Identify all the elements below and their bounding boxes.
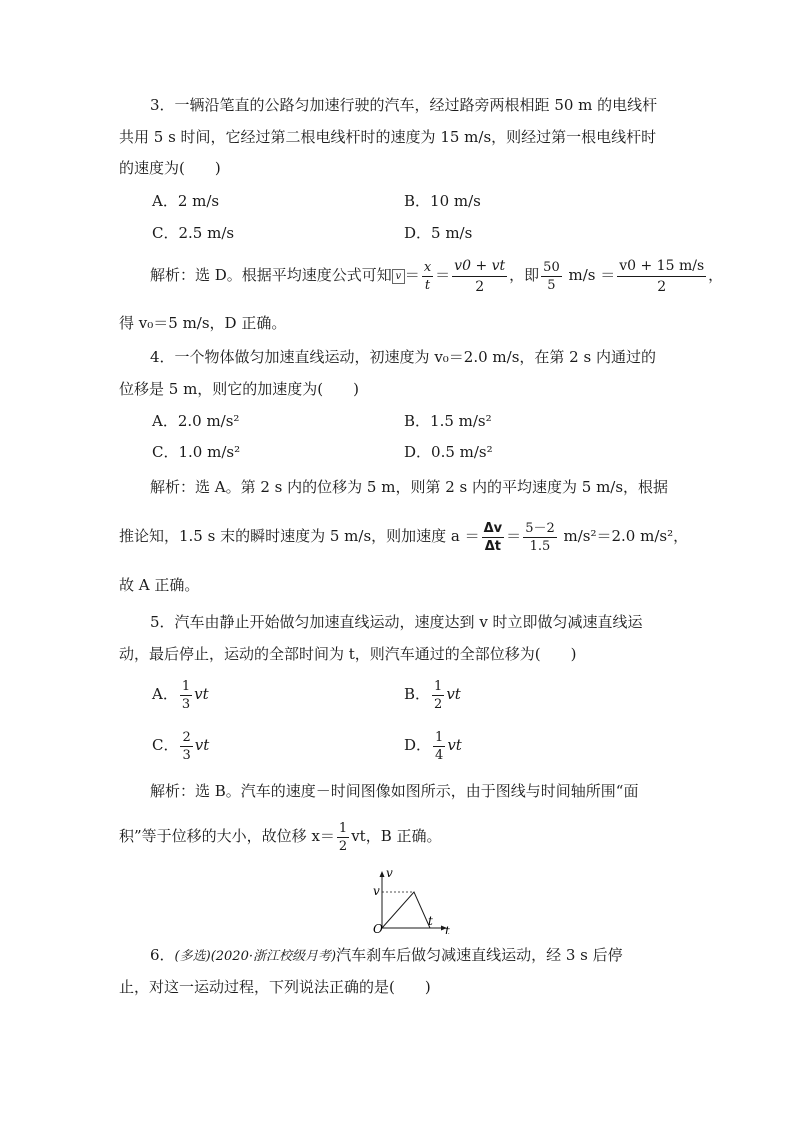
q5-option-d-tail: vt [447,736,462,754]
q4-solution-line-3: 故 A 正确。 [119,576,200,594]
q3-solution-fraction-x-t [422,259,433,294]
q5-velocity-time-graph [364,868,454,934]
q5-option-a [152,676,209,713]
graph-origin: O [373,922,383,934]
q5-option-b-label: B． [404,685,431,703]
q3-frac2-num: v0 + vt [452,256,507,277]
q5-solution-fraction [337,820,349,855]
q3-option-a: A．2 m/s [152,192,220,210]
q4-solution-line-1: 解析：选 A。第 2 s 内的位移为 5 m，则第 2 s 内的平均速度为 5 m/s，根据 [150,478,669,496]
q3-solution-fraction-50-5 [541,259,562,294]
q3-solution-vbar-box: v [392,269,405,284]
q5-option-c-tail: vt [194,736,210,754]
q5-solution-suffix: vt，B 正确。 [351,827,442,845]
q4-solution-suffix: m/s²＝2.0 m/s²， [558,527,689,545]
q3-frac2-den: 2 [475,278,485,295]
q5-option-c-label: C． [152,736,179,754]
q5-option-c-fraction [180,729,192,764]
q3-frac1-num: x [423,259,432,275]
q5-option-c-den: 3 [182,747,191,763]
graph-x-label: t [445,924,450,934]
q5-option-d [404,727,462,764]
q3-option-d: D．5 m/s [404,224,473,242]
q6-number: 6． [150,946,175,964]
q3-solution-eq1: ＝ [404,266,420,284]
q5-option-b [404,676,461,713]
q4-solution-eq: ＝ [506,527,522,545]
q6-line-2: 止，对这一运动过程，下列说法正确的是( ) [119,978,431,996]
q4-option-c: C．1.0 m/s² [152,443,241,461]
q4-solution-fraction-dv-dt [482,520,505,555]
q5-option-d-fraction [433,729,445,764]
q4-line-2: 位移是 5 m，则它的加速度为( ) [119,380,360,398]
q3-frac4-den: 2 [657,278,667,295]
q5-option-b-tail: vt [446,685,461,703]
q5-line-2: 动，最后停止，运动的全部时间为 t，则汽车通过的全部位移为( ) [119,645,577,663]
q3-line-1: 3．一辆沿笔直的公路匀加速行驶的汽车，经过路旁两根相距 50 m 的电线杆 [150,96,658,114]
q4-frac2-den: 1.5 [529,538,551,554]
q4-line-1: 4．一个物体做匀加速直线运动，初速度为 v₀＝2.0 m/s，在第 2 s 内通过的 [150,348,656,366]
q5-option-a-num: 1 [181,678,191,694]
q3-solution-unit: m/s ＝ [563,266,616,284]
q3-solution-end: ， [708,266,724,284]
q4-frac1-num: Δv [483,520,503,536]
q5-solution-frac-den: 2 [338,838,348,854]
q5-option-c-num: 2 [182,729,191,745]
q3-solution-mid: ，即 [509,266,540,284]
q5-option-a-den: 3 [181,696,191,712]
graph-y-axis-arrow [380,871,385,877]
q5-option-b-fraction [432,678,444,713]
q6-line-1-rest: 汽车刹车后做匀减速直线运动，经 3 s 后停 [336,946,623,964]
q5-line-1: 5．汽车由静止开始做匀加速直线运动，速度达到 v 时立即做匀减速直线运 [150,613,643,631]
q3-solution-fraction-v0-15 [617,256,706,297]
q4-option-a: A．2.0 m/s² [152,412,240,430]
q4-solution-fraction-5-2 [523,520,557,555]
q4-option-d: D．0.5 m/s² [404,443,493,461]
q5-option-c [152,727,209,764]
graph-v-tick: v [373,884,380,898]
q4-frac2-num: 5－2 [525,520,555,536]
q5-option-d-num: 1 [435,729,444,745]
q3-solution-eq2: ＝ [435,266,451,284]
q5-option-a-tail: vt [194,685,209,703]
graph-y-label: v [386,868,393,880]
q3-frac3-num: 50 [543,259,560,275]
q3-option-c: C．2.5 m/s [152,224,235,242]
q5-option-b-num: 1 [434,678,443,694]
q5-solution-prefix: 积”等于位移的大小，故位移 x＝ [119,827,335,845]
q5-option-a-fraction [180,678,192,713]
q5-solution-line-2 [119,817,441,855]
q3-option-b: B．10 m/s [404,192,481,210]
q3-line-2: 共用 5 s 时间，它经过第二根电线杆时的速度为 15 m/s，则经过第一根电线杆时 [119,128,657,146]
q3-solution-fraction-avg [452,256,507,297]
graph-t-tick: t [428,914,433,928]
graph-velocity-line [382,892,430,928]
q4-solution-prefix: 推论知，1.5 s 末的瞬时速度为 5 m/s，则加速度 a ＝ [119,527,480,545]
q5-option-d-den: 4 [435,747,444,763]
q5-option-a-label: A． [152,685,178,703]
q3-frac4-num: v0 + 15 m/s [617,256,706,277]
q5-solution-line-1: 解析：选 B。汽车的速度－时间图像如图所示，由于图线与时间轴所围“面 [150,782,639,800]
q3-frac1-den: t [424,277,431,293]
q3-solution-prefix: 解析：选 D。根据平均速度公式可知 [150,266,392,284]
q3-line-3: 的速度为( ) [119,159,221,177]
q4-frac1-den: Δt [484,538,502,554]
q5-option-b-den: 2 [434,696,443,712]
q4-option-b: B．1.5 m/s² [404,412,492,430]
q3-solution-line-1 [150,255,723,297]
q3-frac3-den: 5 [547,277,556,293]
q5-option-d-label: D． [404,736,432,754]
q6-tag: (多选)(2020·浙江校级月考) [174,949,337,964]
q6-line-1 [150,945,623,967]
q3-solution-line-2: 得 v₀＝5 m/s，D 正确。 [119,314,287,332]
q5-solution-frac-num: 1 [338,820,348,836]
q4-solution-line-2 [119,516,688,556]
